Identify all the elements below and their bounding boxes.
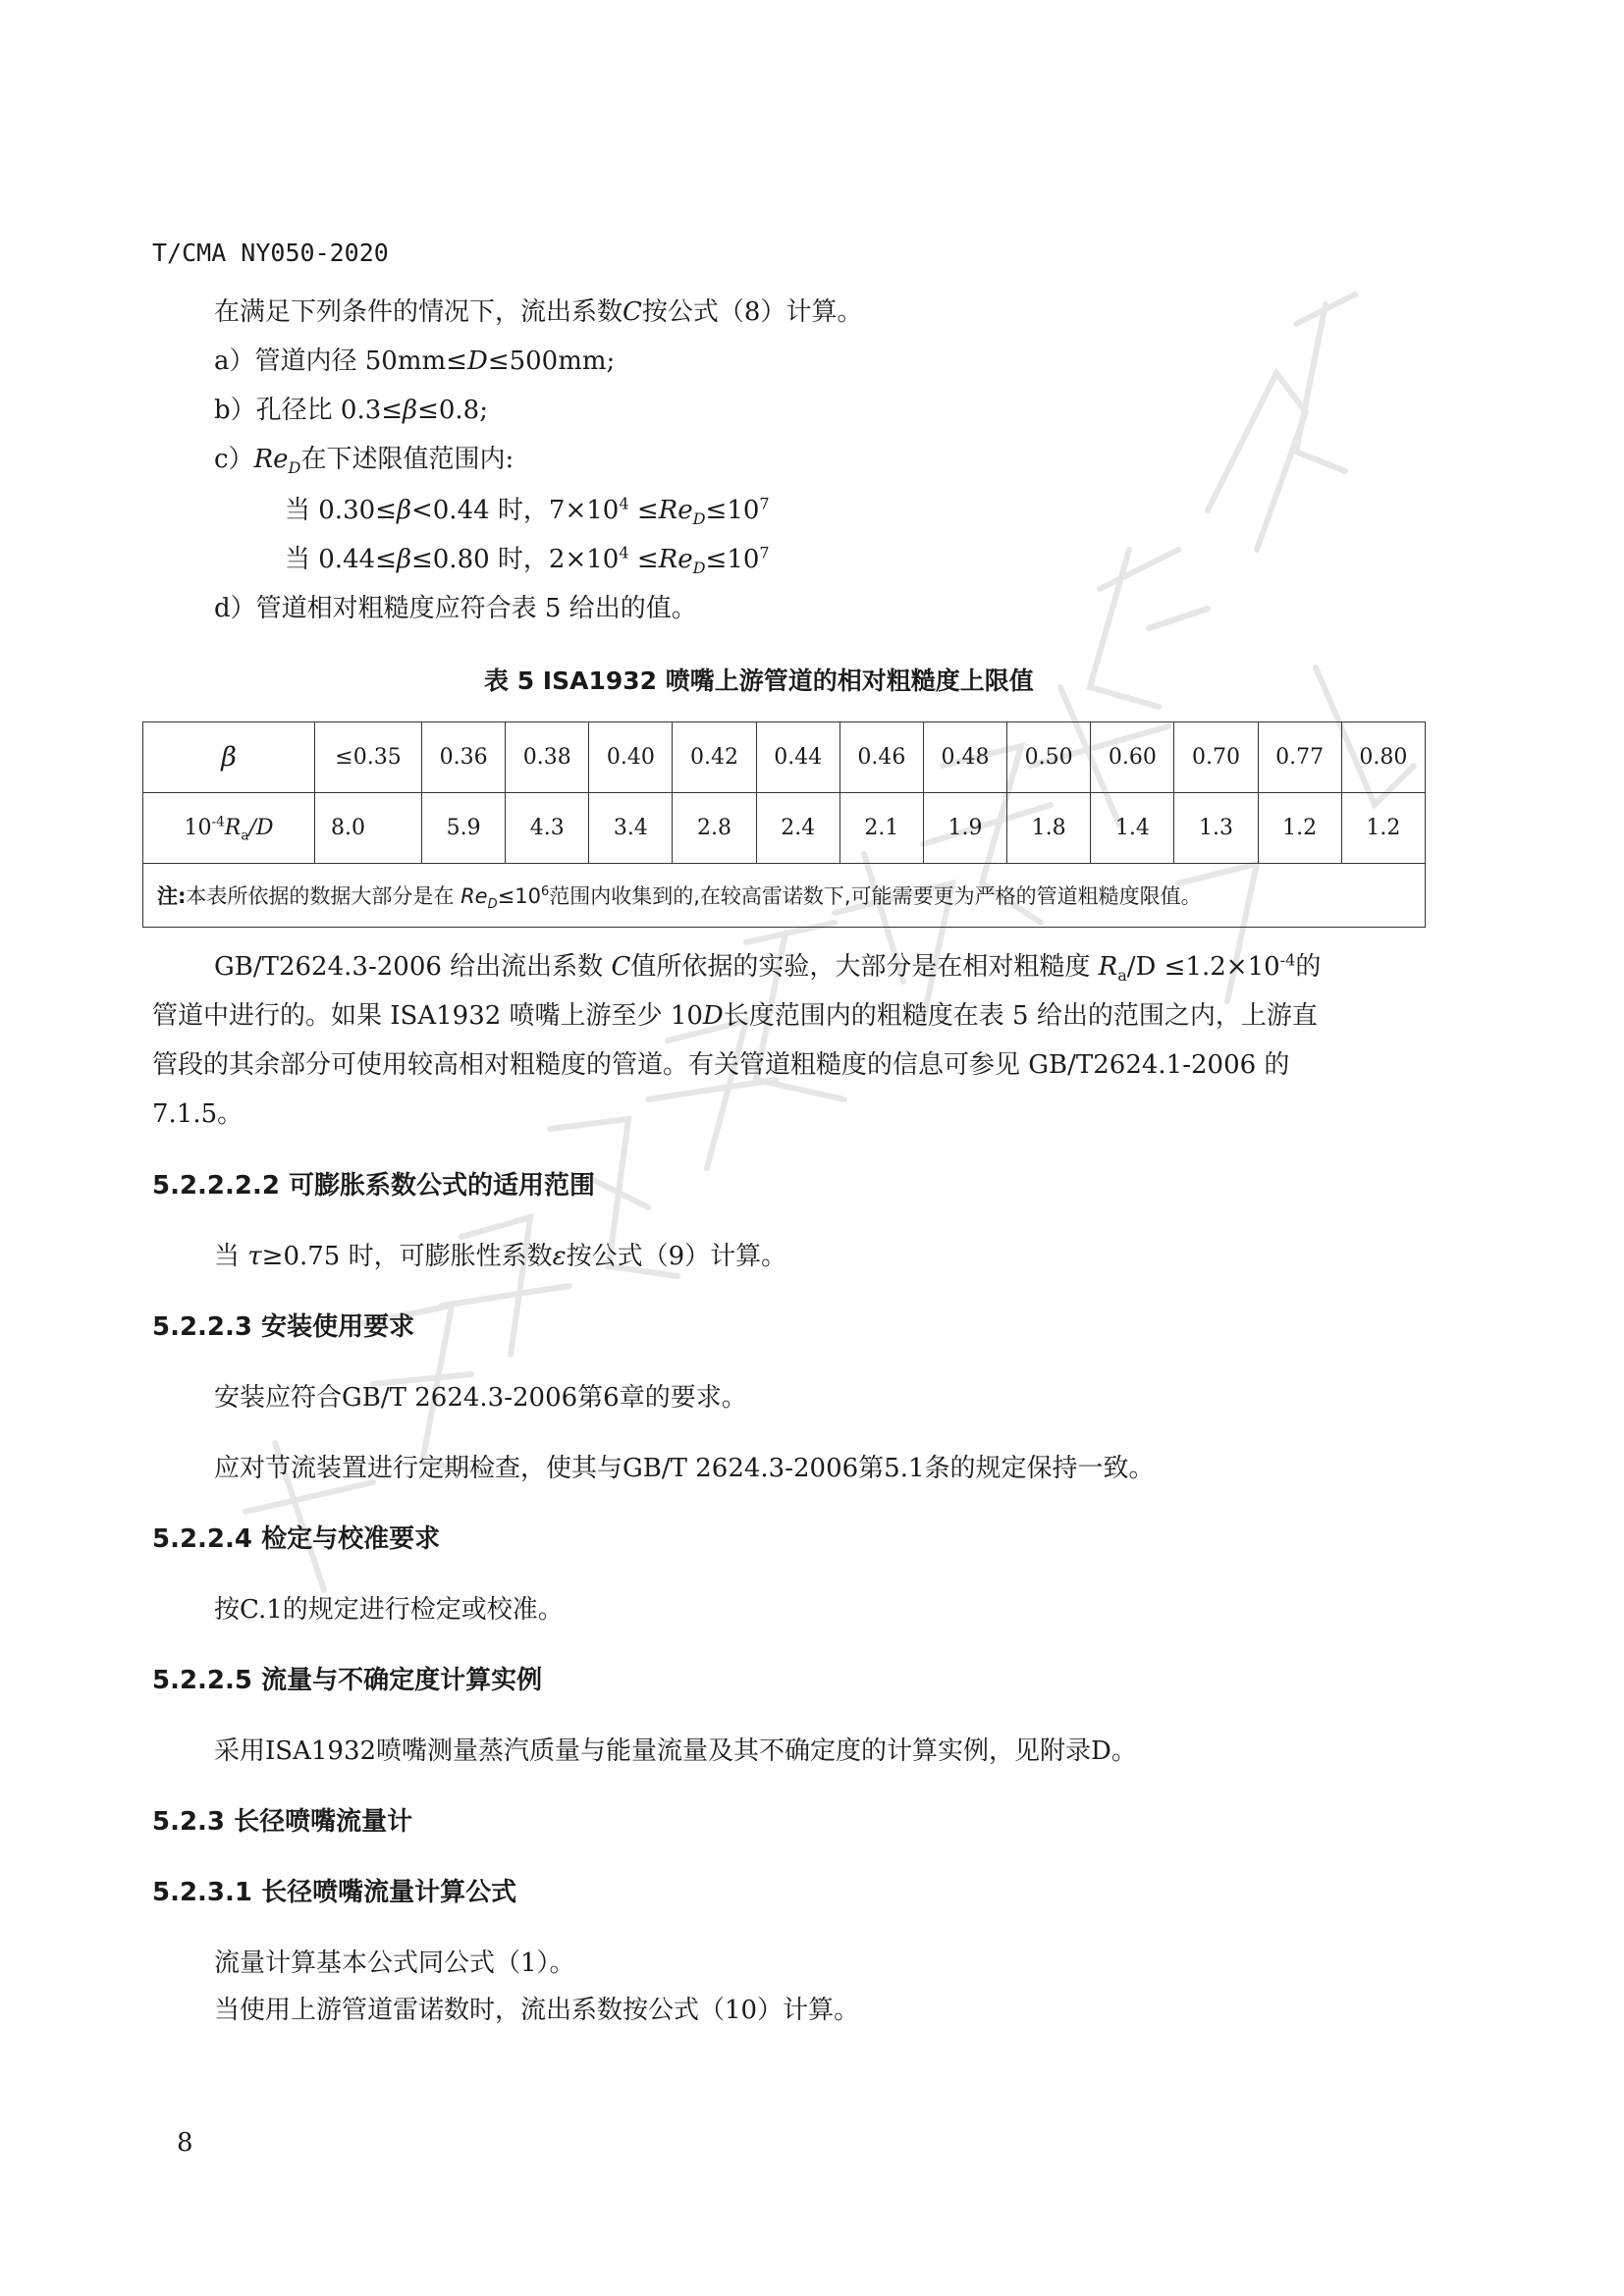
table-cell: 4.3: [506, 793, 589, 864]
table-header-beta: β: [143, 722, 315, 793]
para1-line3: 管段的其余部分可使用较高相对粗糙度的管道。有关管道粗糙度的信息可参见 GB/T2624.1-2006 的: [152, 1050, 1290, 1080]
condition-a: a）管道内径 50mm≤D≤500mm;: [214, 347, 616, 376]
section-paragraph: 按C.1的规定进行检定或校准。: [214, 1595, 564, 1625]
table-row-note: [143, 864, 1426, 928]
document-code: T/CMA NY050-2020: [152, 239, 389, 267]
condition-c-line1: 当 0.30≤β<0.44 时，$7\times 10^4 \le Re_D\le 10^7$: [285, 494, 770, 529]
para1-line2: 管道中进行的。如果 ISA1932 喷嘴上游至少 10D长度范围内的粗糙度在表 5 给出的范围之内，上游直: [152, 1001, 1318, 1031]
table-cell: 1.2: [1258, 793, 1341, 864]
section-heading: 5.2.3 长径喷嘴流量计: [152, 1807, 413, 1837]
table-cell: 2.1: [839, 793, 923, 864]
table-cell: 1.3: [1174, 793, 1258, 864]
table-cell: 3.4: [589, 793, 673, 864]
table-cell: 0.80: [1341, 722, 1425, 793]
page-number: 8: [177, 2128, 193, 2158]
table-caption: 表 5 ISA1932 喷嘴上游管道的相对粗糙度上限值: [484, 667, 1034, 695]
table-row-roughness: [143, 793, 1426, 864]
condition-c: $c)Re_D$在下述限值范围内:: [214, 445, 514, 478]
section-paragraph: 流量计算基本公式同公式（1）。: [214, 1949, 575, 1978]
para1-line4: 7.1.5。: [152, 1099, 244, 1129]
table-cell: 2.4: [756, 793, 839, 864]
table-cell: 5.9: [422, 793, 506, 864]
table-cell: 0.40: [589, 722, 673, 793]
section-heading: 5.2.2.5 流量与不确定度计算实例: [152, 1666, 543, 1695]
section-paragraph: 当 τ≥0.75 时，可膨胀性系数ε按公式（9）计算。: [214, 1242, 787, 1271]
section-heading: 5.2.3.1 长径喷嘴流量计算公式: [152, 1878, 517, 1907]
intro-paragraph: 在满足下列条件的情况下，流出系数C按公式（8）计算。: [214, 297, 863, 327]
para1-line1: GB/T2624.3-2006 给出流出系数 C值所依据的实验，大部分是在相对粗糙度 $R_a/D \le 1.2\times 10^{-4}$的: [214, 950, 1322, 986]
table-header-roughness: $10^{-4}R_a/D$: [143, 793, 315, 864]
table-cell: 0.46: [839, 722, 923, 793]
table-row-beta: [143, 722, 1426, 793]
section-heading: 5.2.2.2.2 可膨胀系数公式的适用范围: [152, 1171, 596, 1201]
table-cell: 0.44: [756, 722, 839, 793]
section-paragraph: 安装应符合GB/T 2624.3-2006第6章的要求。: [214, 1383, 747, 1413]
table-cell: 0.77: [1258, 722, 1341, 793]
table-cell: 1.2: [1341, 793, 1425, 864]
section-paragraph: 采用ISA1932喷嘴测量蒸汽质量与能量流量及其不确定度的计算实例，见附录D。: [214, 1736, 1137, 1766]
condition-c-line2: 当 0.44≤β≤0.80 时，$2\times 10^4 \le Re_D\le 10^7$: [285, 543, 770, 578]
table-cell: 1.9: [923, 793, 1006, 864]
table-cell: 1.8: [1007, 793, 1091, 864]
table-cell: 0.60: [1091, 722, 1174, 793]
roughness-table: [142, 721, 1426, 928]
section-paragraph: 应对节流装置进行定期检查，使其与GB/T 2624.3-2006第5.1条的规定保持一致。: [214, 1454, 1155, 1483]
table-cell: 8.0: [315, 793, 422, 864]
table-cell: 0.48: [923, 722, 1006, 793]
condition-d: d）管道相对粗糙度应符合表 5 给出的值。: [214, 594, 697, 623]
table-cell: 0.70: [1174, 722, 1258, 793]
table-note: 注:本表所依据的数据大部分是在 $Re_D\le 10^6$范围内收集到的,在较高雷诺数下,可能需要更为严格的管道粗糙度限值。: [143, 864, 1426, 928]
table-cell: 1.4: [1091, 793, 1174, 864]
section-heading: 5.2.2.3 安装使用要求: [152, 1312, 415, 1342]
condition-b: b）孔径比 0.3≤β≤0.8;: [214, 396, 488, 425]
section-paragraph: 当使用上游管道雷诺数时，流出系数按公式（10）计算。: [214, 1996, 860, 2025]
table-cell: 0.42: [673, 722, 756, 793]
table-cell: 0.38: [506, 722, 589, 793]
table-cell: 0.50: [1007, 722, 1091, 793]
section-heading: 5.2.2.4 检定与校准要求: [152, 1524, 441, 1554]
table-cell: 0.36: [422, 722, 506, 793]
table-cell: 2.8: [673, 793, 756, 864]
table-cell: ≤0.35: [315, 722, 422, 793]
